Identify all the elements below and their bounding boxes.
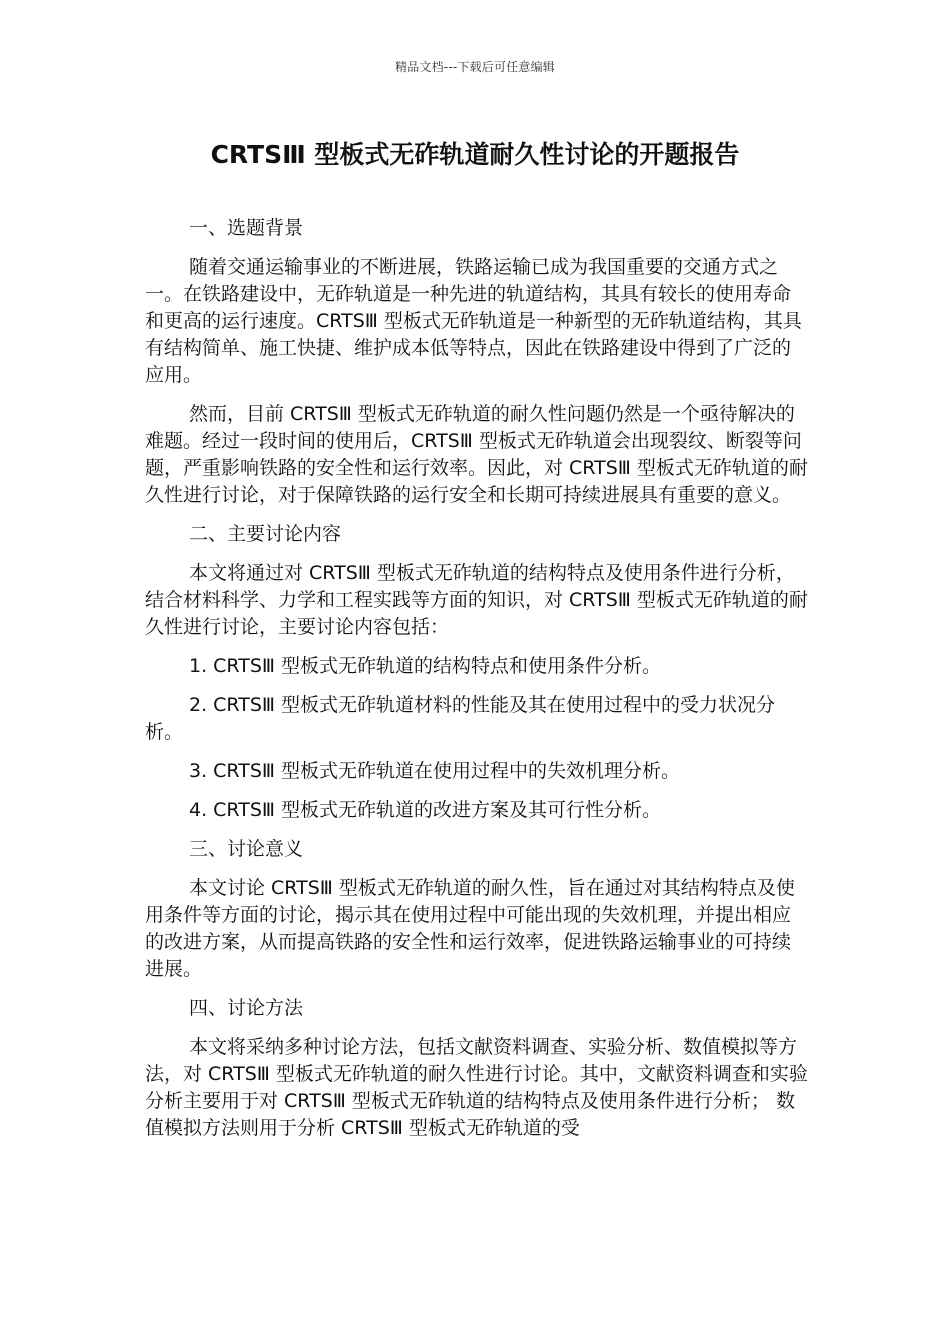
- list-item: 2. CRTSⅢ 型板式无砟轨道材料的性能及其在使用过程中的受力状况分析。: [145, 694, 776, 743]
- section-heading-background: 一、选题背景: [189, 217, 304, 239]
- list-item: 3. CRTSⅢ 型板式无砟轨道在使用过程中的失效机理分析。: [189, 760, 681, 782]
- section-heading-main-content: 二、主要讨论内容: [189, 523, 342, 545]
- list-item: 4. CRTSⅢ 型板式无砟轨道的改进方案及其可行性分析。: [189, 799, 662, 821]
- paragraph: 然而，目前 CRTSⅢ 型板式无砟轨道的耐久性问题仍然是一个亟待解决的难题。经过一段时间的使用后，CRTSⅢ 型板式无砟轨道会出现裂纹、断裂等问题，严重影响铁路的安全性和运行效率。因此，对 CRTSⅢ 型板式无砟轨道的耐久性进行讨论，对于保障铁路的运行安全和长期可持续进展具有重要的意义。: [145, 403, 808, 506]
- document-body: [145, 215, 808, 1154]
- list-item: 1. CRTSⅢ 型板式无砟轨道的结构特点和使用条件分析。: [189, 655, 662, 677]
- paragraph: 本文讨论 CRTSⅢ 型板式无砟轨道的耐久性，旨在通过对其结构特点及使用条件等方面的讨论，揭示其在使用过程中可能出现的失效机理，并提出相应的改进方案，从而提高铁路的安全性和运行效率，促进铁路运输事业的可持续进展。: [145, 877, 795, 980]
- paragraph: 随着交通运输事业的不断进展，铁路运输已成为我国重要的交通方式之一。在铁路建设中，无砟轨道是一种先进的轨道结构，其具有较长的使用寿命和更高的运行速度。CRTSⅢ 型板式无砟轨道是一种新型的无砟轨道结构，其具有结构简单、施工快捷、维护成本低等特点，因此在铁路建设中得到了广泛的应用。: [145, 256, 802, 386]
- page-header: 精品文档---下载后可任意编辑: [395, 60, 555, 74]
- paragraph: 本文将通过对 CRTSⅢ 型板式无砟轨道的结构特点及使用条件进行分析，结合材料科学、力学和工程实践等方面的知识，对 CRTSⅢ 型板式无砟轨道的耐久性进行讨论，主要讨论内容包括：: [145, 562, 808, 638]
- paragraph: 本文将采纳多种讨论方法，包括文献资料调查、实验分析、数值模拟等方法，对 CRTSⅢ 型板式无砟轨道的耐久性进行讨论。其中，文献资料调查和实验分析主要用于对 CRTSⅢ 型板式无砟轨道的结构特点及使用条件进行分析； 数值模拟方法则用于分析 CRTSⅢ 型板式无砟轨道的受: [145, 1036, 808, 1139]
- section-heading-significance: 三、讨论意义: [189, 838, 304, 860]
- document-title: CRTSⅢ 型板式无砟轨道耐久性讨论的开题报告: [210, 140, 740, 169]
- section-heading-methods: 四、讨论方法: [189, 997, 304, 1019]
